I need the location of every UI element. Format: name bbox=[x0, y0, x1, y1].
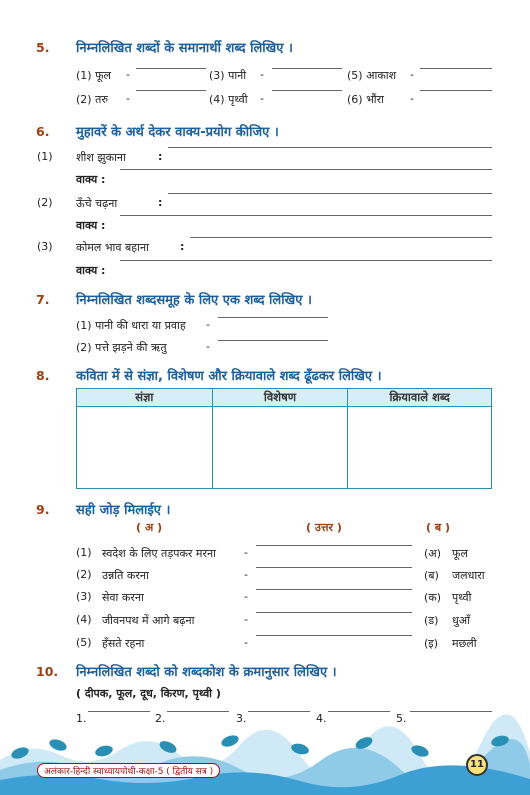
leaf-icon bbox=[48, 737, 68, 753]
q9-right-idx: (ड) bbox=[424, 614, 439, 627]
q7-number: 7. bbox=[36, 292, 50, 307]
q9-left-idx: (3) bbox=[76, 590, 92, 603]
q10-blank-3-label: 3. bbox=[236, 712, 247, 725]
q9-left-idx: (2) bbox=[76, 568, 92, 581]
wave-footer-decoration bbox=[0, 705, 530, 795]
q8-table bbox=[76, 388, 492, 489]
q9-answer-line[interactable] bbox=[256, 612, 412, 613]
q8-header-verb: क्रियावाले शब्द bbox=[348, 389, 492, 407]
q9-col-a: ( अ ) bbox=[136, 521, 163, 534]
q7-blank[interactable] bbox=[218, 317, 328, 318]
q9-right-idx: (अ) bbox=[424, 547, 441, 560]
q9-left-text: उन्नति करना bbox=[102, 569, 149, 582]
q9-title: सही जोड़ मिलाईए । bbox=[76, 503, 171, 518]
footer-book-label: अलंकार-हिन्दी स्वाध्यायपोथी-कक्षा-5 ( द्वितीय सत्र ) bbox=[37, 763, 220, 778]
q10-title: निम्नलिखित शब्दो को शब्दकोश के क्रमानुसार लिखिए । bbox=[76, 665, 337, 680]
q9-dash: - bbox=[244, 568, 248, 581]
q9-right-idx: (क) bbox=[424, 591, 442, 604]
q9-answer-line[interactable] bbox=[256, 545, 412, 546]
q10-number: 10. bbox=[36, 664, 59, 679]
q10-blank-5-label: 5. bbox=[396, 712, 407, 725]
q5-number: 5. bbox=[36, 40, 50, 55]
q6-vakya-label: वाक्य : bbox=[76, 173, 106, 186]
q6-sentence-line[interactable] bbox=[120, 215, 492, 216]
q6-meaning-line[interactable] bbox=[168, 193, 492, 194]
q6-sentence-line[interactable] bbox=[120, 260, 492, 261]
q9-answer-line[interactable] bbox=[256, 589, 412, 590]
q9-right-text: फूल bbox=[452, 547, 468, 560]
q10-blank-4-label: 4. bbox=[316, 712, 327, 725]
q8-number: 8. bbox=[36, 368, 50, 383]
q6-idiom-2: ऊँचे चढ़ना bbox=[76, 197, 118, 210]
q5-blank[interactable] bbox=[272, 68, 342, 69]
q5-item-2: (2) तरु bbox=[76, 93, 108, 106]
q7-blank[interactable] bbox=[218, 340, 328, 341]
q6-idx-2: (2) bbox=[37, 196, 53, 209]
q9-dash: - bbox=[244, 636, 248, 649]
q6-idx-1: (1) bbox=[37, 150, 53, 163]
q8-title: कविता में से संज्ञा, विशेषण और क्रियावाले शब्द ढूँढकर लिखिए । bbox=[76, 369, 382, 384]
q10-blank-1-label: 1. bbox=[76, 712, 87, 725]
q5-blank[interactable] bbox=[420, 90, 492, 91]
q6-colon: : bbox=[158, 150, 163, 163]
q6-sentence-line[interactable] bbox=[120, 169, 492, 170]
q9-left-text: सेवा करना bbox=[102, 591, 144, 604]
q9-right-text: धुआँ bbox=[452, 614, 471, 627]
q6-meaning-line[interactable] bbox=[190, 237, 492, 238]
q5-dash: - bbox=[410, 92, 414, 105]
q9-dash: - bbox=[244, 613, 248, 626]
q5-blank[interactable] bbox=[136, 68, 206, 69]
q10-blank-2-label: 2. bbox=[155, 712, 166, 725]
q9-dash: - bbox=[244, 546, 248, 559]
q9-left-text: स्वदेश के लिए तड़पकर मरना bbox=[102, 547, 216, 560]
q5-title: निम्नलिखित शब्दों के समानार्थी शब्द लिखिए । bbox=[76, 41, 293, 56]
q6-number: 6. bbox=[36, 124, 50, 139]
q7-dash: - bbox=[206, 340, 210, 353]
q9-left-text: जीवनपथ में आगे बढ़ना bbox=[102, 614, 195, 627]
q9-right-text: मछली bbox=[452, 637, 477, 650]
q9-right-idx: (ब) bbox=[424, 569, 439, 582]
q6-idx-3: (3) bbox=[37, 240, 53, 253]
q9-col-answer: ( उत्तर ) bbox=[306, 521, 342, 534]
q7-title: निम्नलिखित शब्दसमूह के लिए एक शब्द लिखिए । bbox=[76, 293, 312, 308]
q9-answer-line[interactable] bbox=[256, 567, 412, 568]
q5-dash: - bbox=[410, 68, 414, 81]
q9-number: 9. bbox=[36, 502, 50, 517]
q9-right-text: जलधारा bbox=[452, 569, 485, 582]
q6-idiom-3: कोमल भाव बहाना bbox=[76, 241, 149, 254]
leaf-icon bbox=[220, 733, 240, 749]
q5-dash: - bbox=[260, 92, 264, 105]
q5-item-4: (4) पृथ्वी bbox=[209, 93, 248, 106]
q5-blank[interactable] bbox=[136, 90, 206, 91]
q9-right-text: पृथ्वी bbox=[452, 591, 472, 604]
q10-words: ( दीपक, फूल, दूध, किरण, पृथ्वी ) bbox=[76, 687, 221, 700]
page-number: 11 bbox=[466, 754, 488, 776]
q6-colon: : bbox=[158, 196, 163, 209]
q7-item-2: (2) पत्ते झड़ने की ऋतु bbox=[76, 341, 167, 354]
q9-right-idx: (इ) bbox=[424, 637, 438, 650]
q6-meaning-line[interactable] bbox=[168, 147, 492, 148]
q5-dash: - bbox=[126, 68, 130, 81]
q5-item-6: (6) भौंरा bbox=[347, 93, 385, 106]
q6-vakya-label: वाक्य : bbox=[76, 219, 106, 232]
q7-dash: - bbox=[206, 318, 210, 331]
q5-item-3: (3) पानी bbox=[209, 69, 247, 82]
q5-item-1: (1) फूल bbox=[76, 69, 112, 82]
q8-header-noun: संज्ञा bbox=[77, 389, 213, 407]
q5-dash: - bbox=[260, 68, 264, 81]
q9-answer-line[interactable] bbox=[256, 635, 412, 636]
q9-left-idx: (4) bbox=[76, 613, 92, 626]
q9-left-text: हँसते रहना bbox=[102, 637, 145, 650]
q9-col-b: ( ब ) bbox=[426, 521, 450, 534]
q5-item-5: (5) आकाश bbox=[347, 69, 397, 82]
q6-idiom-1: शीश झुकाना bbox=[76, 151, 126, 164]
q9-left-idx: (5) bbox=[76, 636, 92, 649]
q5-blank[interactable] bbox=[272, 90, 342, 91]
q8-cell-verb[interactable] bbox=[348, 407, 492, 489]
q9-left-idx: (1) bbox=[76, 546, 92, 559]
q5-dash: - bbox=[126, 92, 130, 105]
q7-item-1: (1) पानी की धारा या प्रवाह bbox=[76, 319, 186, 332]
q8-cell-noun[interactable] bbox=[77, 407, 213, 489]
q6-title: मुहावरें के अर्थ देकर वाक्य-प्रयोग कीजिए । bbox=[76, 125, 279, 140]
q8-cell-adjective[interactable] bbox=[212, 407, 348, 489]
q9-dash: - bbox=[244, 590, 248, 603]
q6-vakya-label: वाक्य : bbox=[76, 264, 106, 277]
q8-header-adjective: विशेषण bbox=[212, 389, 348, 407]
q6-colon: : bbox=[180, 240, 185, 253]
q5-blank[interactable] bbox=[420, 68, 492, 69]
